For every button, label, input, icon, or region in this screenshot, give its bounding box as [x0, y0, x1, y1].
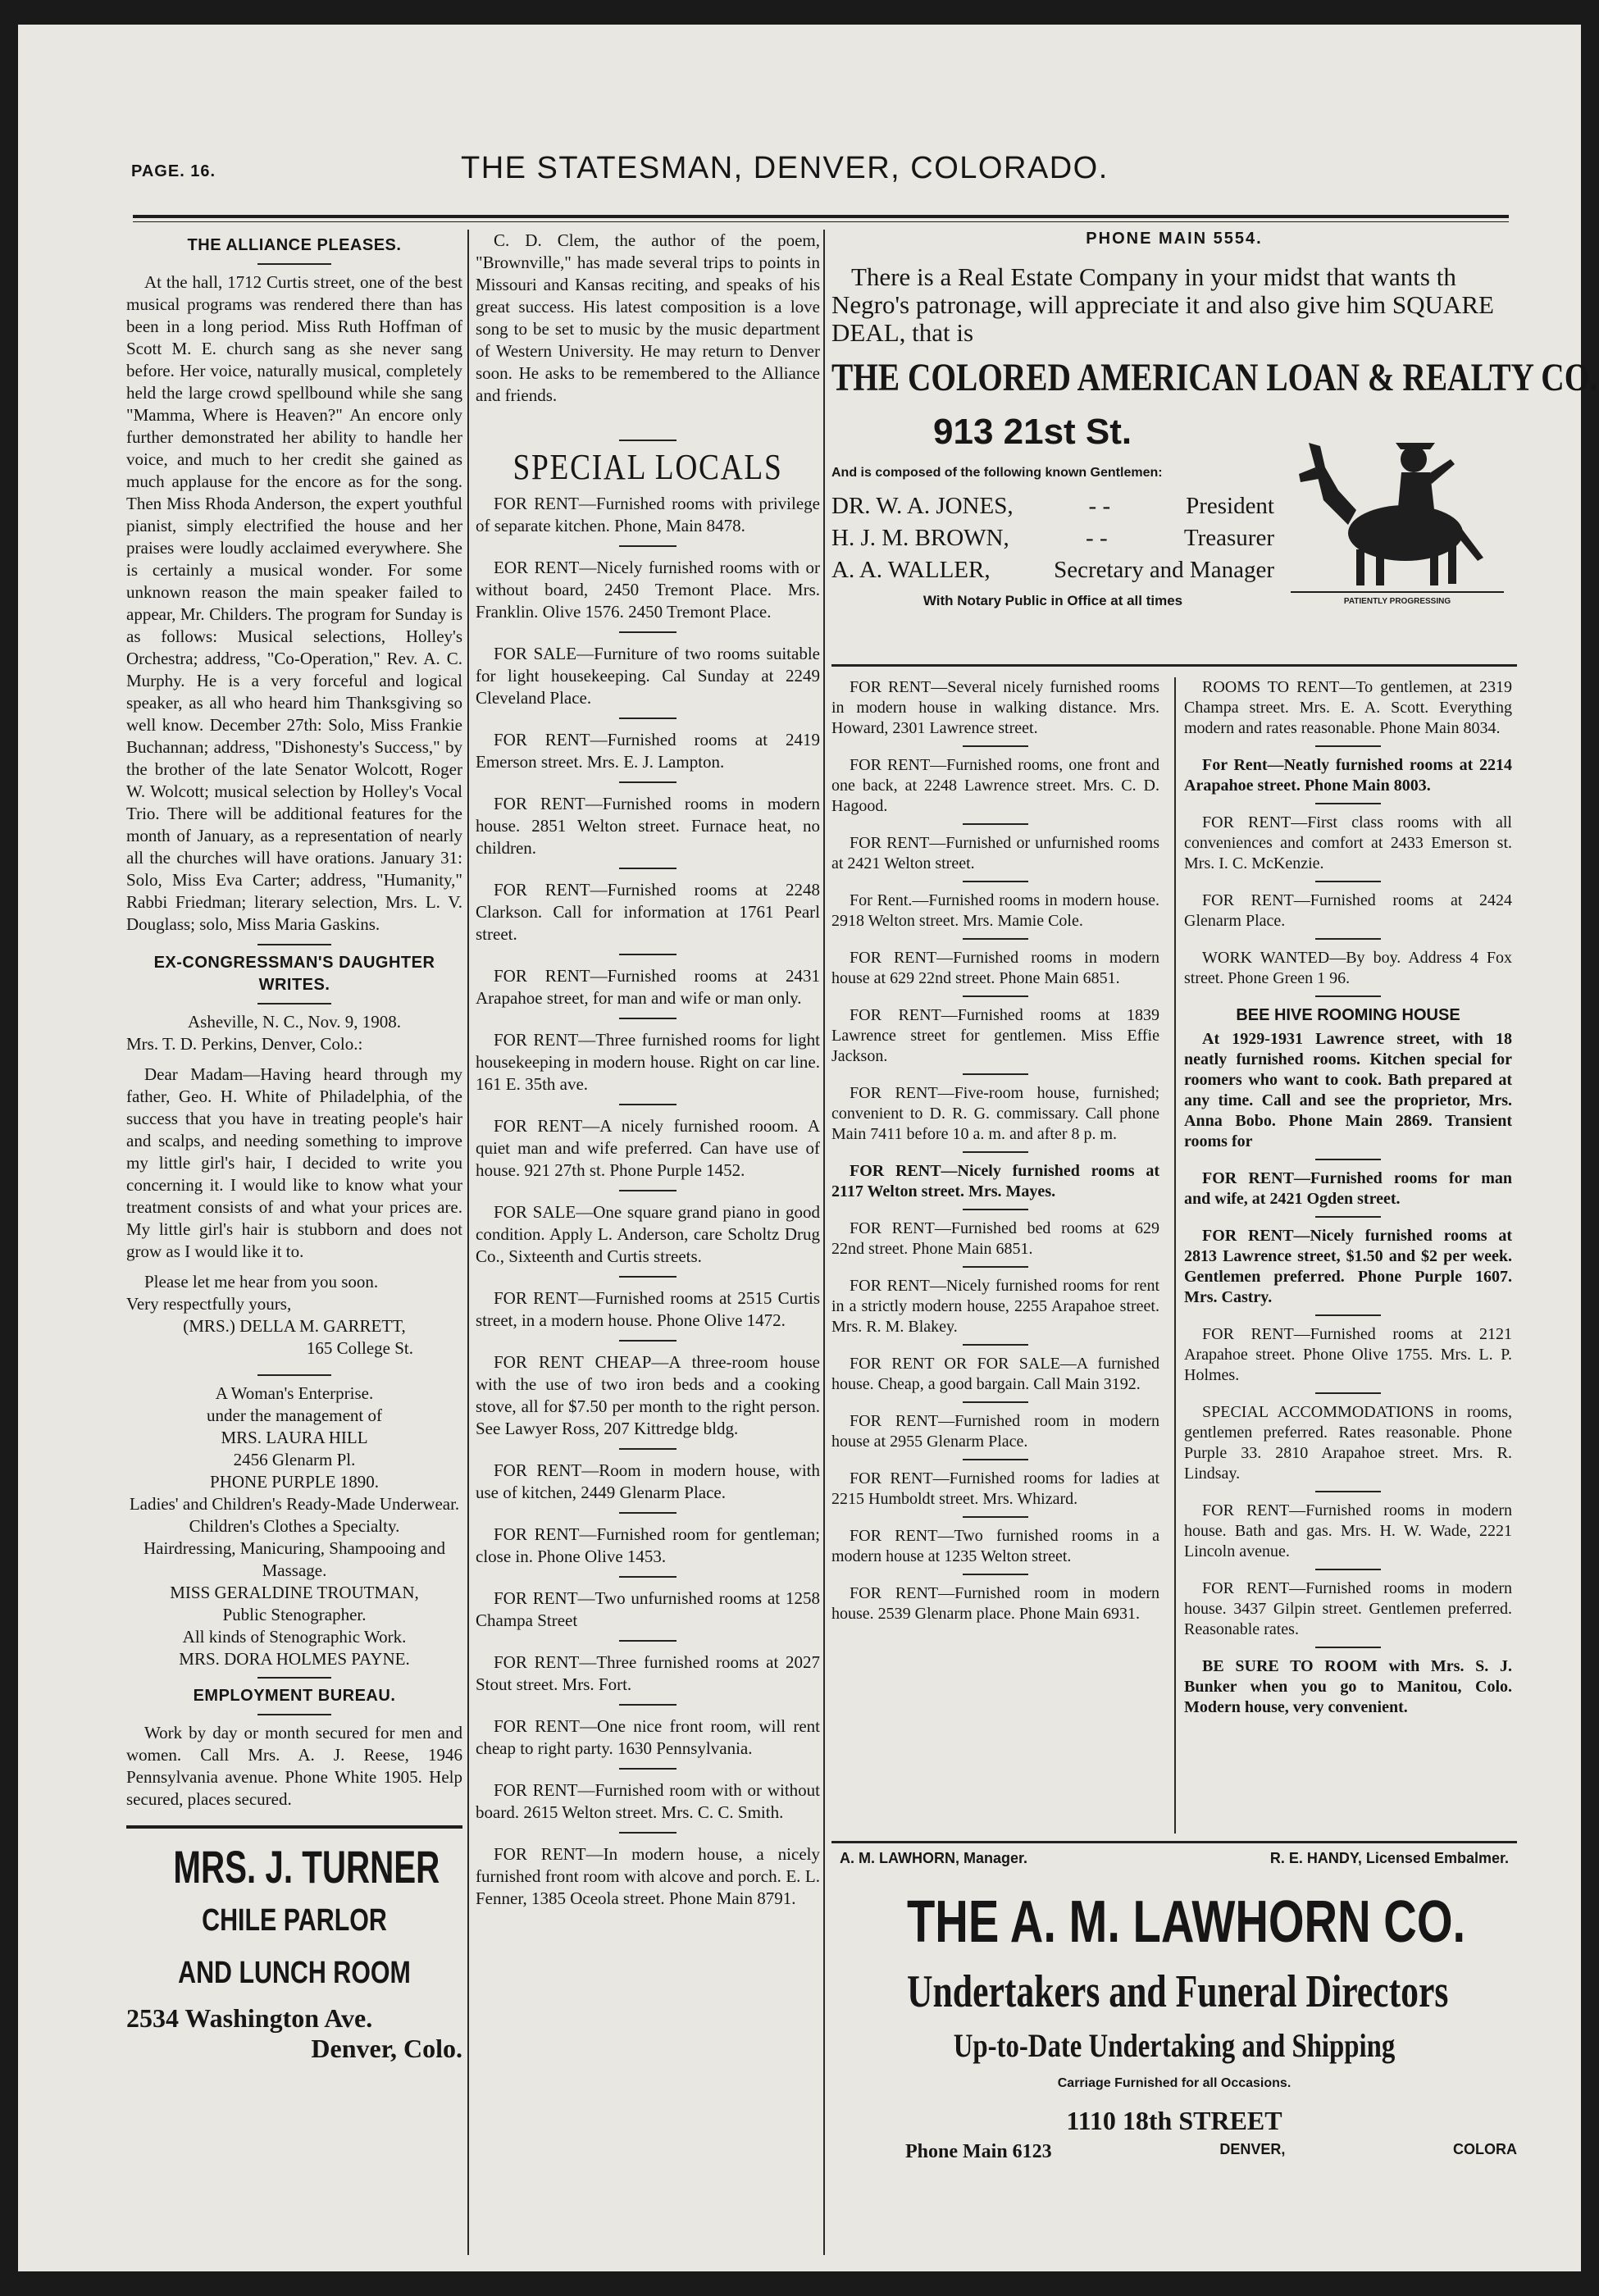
enterprise-line: All kinds of Stenographic Work. [182, 1627, 407, 1647]
rent-ad: FOR RENT—Furnished bed rooms at 629 22nd street. Phone Main 6851. [831, 1219, 1159, 1258]
divider [619, 1832, 676, 1834]
rent-ad: FOR RENT—Furnished rooms in modern house. 3437 Gilpin street. Gentlemen preferred. Reasonable rates. [1184, 1579, 1512, 1638]
divider [963, 1574, 1028, 1575]
divider [619, 1512, 676, 1514]
alliance-headline: THE ALLIANCE PLEASES. [187, 236, 402, 254]
rent-ad: FOR RENT—Nicely furnished rooms at 2117 Welton street. Mrs. Mayes. [831, 1162, 1159, 1200]
right-column-2 [1184, 677, 1512, 1723]
lawhorn-contact [831, 2141, 1517, 2163]
divider [257, 263, 331, 265]
officer-row [831, 490, 1274, 522]
rent-ad: FOR RENT—Several nicely furnished rooms in modern house in walking distance. Mrs. Howard, 2301 Lawrence street. [831, 678, 1159, 737]
divider [619, 954, 676, 955]
rent-ad: FOR RENT—Furnished rooms, one front and one back, at 2248 Lawrence street. Mrs. C. D. Hagood. [831, 756, 1159, 815]
rent-ad: FOR RENT—Furnished room in modern house at 2955 Glenarm Place. [831, 1412, 1159, 1451]
letter-date: Asheville, N. C., Nov. 9, 1908. [188, 1012, 401, 1032]
enterprise-line: MRS. LAURA HILL [221, 1428, 368, 1447]
letter-closing: Very respectfully yours, [126, 1294, 292, 1314]
divider [619, 1768, 676, 1770]
officer-dash: - - [1086, 525, 1108, 551]
cartoon-caption: PATIENTLY PROGRESSING [1343, 597, 1451, 606]
local-ad: FOR RENT—Furnished rooms with privilege of separate kitchen. Phone, Main 8478. [476, 494, 820, 535]
local-ad: FOR RENT—Furnished rooms at 2515 Curtis street, in a modern house. Phone Olive 1472. [476, 1288, 820, 1330]
rent-ad: FOR RENT—Furnished rooms at 2121 Arapahoe street. Phone Olive 1755. Mrs. L. P. Holmes. [1184, 1325, 1512, 1384]
officer-name: H. J. M. BROWN, [831, 525, 1009, 551]
lawhorn-company-name: THE A. M. LAWHORN CO. [906, 1889, 1466, 1955]
lawhorn-carriage: Carriage Furnished for all Occasions. [1057, 2076, 1292, 2090]
local-ad: FOR RENT—Furnished rooms in modern house. 2851 Welton street. Furnace heat, no children. [476, 794, 820, 858]
rent-ad: For Rent.—Furnished rooms in modern house. 2918 Welton street. Mrs. Mamie Cole. [831, 891, 1159, 930]
lawhorn-street: 1110 18th STREET [1066, 2106, 1282, 2135]
rent-ad: FOR RENT—First class rooms with all conveniences and comfort at 2433 Emerson st. Mrs. I. C. McKenzie. [1184, 813, 1512, 872]
divider [963, 995, 1028, 997]
divider [619, 1640, 676, 1642]
realty-address: 913 21st St. [933, 412, 1132, 452]
divider [619, 1276, 676, 1278]
local-ad: FOR RENT—Furnished rooms at 2248 Clarkson. Call for information at 1761 Pearl street. [476, 880, 820, 944]
enterprise-line: Hairdressing, Manicuring, Shampooing and Massage. [143, 1538, 446, 1580]
beehive-text: At 1929-1931 Lawrence street, with 18 neatly furnished rooms. Kitchen special for roomers who want to cook. Bath prepared at any time. Call and see the proprietor, Mrs. Anna Bobo. Phone Main 2869. Transient rooms for [1184, 1030, 1512, 1150]
masthead [18, 25, 1581, 213]
rent-ad: FOR RENT—Furnished rooms in modern house at 629 22nd street. Phone Main 6851. [831, 949, 1159, 987]
divider [963, 1266, 1028, 1268]
divider [1315, 995, 1381, 997]
rent-ad: FOR RENT—Furnished rooms for man and wife, at 2421 Ogden street. [1184, 1169, 1512, 1208]
employment-headline: EMPLOYMENT BUREAU. [193, 1687, 396, 1705]
rent-ad: FOR RENT OR FOR SALE—A furnished house. Cheap, a good bargain. Call Main 3192. [831, 1355, 1159, 1393]
lawhorn-manager: A. M. LAWHORN, Manager. [840, 1850, 1028, 1866]
rent-ad: ROOMS TO RENT—To gentlemen, at 2319 Champa street. Mrs. E. A. Scott. Everything modern and rates reasonable. Phone Main 8034. [1184, 678, 1512, 737]
divider [1315, 803, 1381, 804]
enterprise-line: 2456 Glenarm Pl. [233, 1450, 356, 1469]
divider [619, 868, 676, 869]
rent-ad: SPECIAL ACCOMMODATIONS in rooms, gentlemen preferred. Rates reasonable. Phone Purple 33. 2810 Arapahoe street. Mrs. R. Lindsay. [1184, 1403, 1512, 1483]
divider [619, 1704, 676, 1706]
column-2 [476, 230, 820, 2222]
divider [619, 781, 676, 783]
divider [619, 1190, 676, 1191]
turner-name: MRS. J. TURNER [173, 1841, 440, 1893]
divider [1315, 1314, 1381, 1316]
divider [963, 881, 1028, 882]
officer-row [831, 554, 1274, 586]
divider [1315, 745, 1381, 747]
divider [963, 1209, 1028, 1210]
local-ad: FOR RENT—Furnished room for gentleman; close in. Phone Olive 1453. [476, 1524, 820, 1566]
officer-row [831, 522, 1274, 554]
rent-ad: FOR RENT—Furnished rooms at 2424 Glenarm Place. [1184, 891, 1512, 930]
rent-ad: FOR RENT—Furnished rooms in modern house. Bath and gas. Mrs. H. W. Wade, 2221 Lincoln avenue. [1184, 1501, 1512, 1560]
enterprise-line: A Woman's Enterprise. [215, 1383, 374, 1403]
rent-ad: FOR RENT—Furnished rooms at 1839 Lawrence street for gentlemen. Miss Effie Jackson. [831, 1006, 1159, 1065]
officer-name: A. A. WALLER, [831, 557, 991, 583]
page-number: PAGE. 16. [131, 162, 216, 180]
divider [963, 1459, 1028, 1460]
realty-bottom-rule [831, 664, 1517, 667]
newspaper-title: THE STATESMAN, DENVER, COLORADO. [461, 151, 1109, 185]
donkey-rider-cartoon [1291, 410, 1504, 607]
local-ad: FOR RENT—Three furnished rooms for light housekeeping in modern house. Right on car line. 161 E. 35th ave. [476, 1030, 820, 1094]
local-ad: FOR RENT—Room in modern house, with use of kitchen, 2449 Glenarm Place. [476, 1460, 820, 1502]
masthead-rule-thin [133, 221, 1509, 222]
lawhorn-embalmer: R. E. HANDY, Licensed Embalmer. [1269, 1850, 1509, 1866]
divider [257, 1714, 331, 1715]
clem-article: C. D. Clem, the author of the poem, "Brownville," has made several trips to points in Missouri and Kansas reciting, and speaks of his great success. His latest composition is a love song to be set to music by the music department of Western University. He may return to Denver soon. He asks to be remembered to the Alliance and friends. [476, 230, 820, 405]
column-divider [823, 230, 825, 2255]
officer-name: DR. W. A. JONES, [831, 493, 1014, 519]
masthead-rule [133, 215, 1509, 218]
rent-ad: WORK WANTED—By boy. Address 4 Fox street. Phone Green 1 96. [1184, 949, 1512, 987]
letter-address: 165 College St. [306, 1338, 413, 1358]
local-ad: FOR RENT—Furnished rooms at 2431 Arapahoe street, for man and wife or man only. [476, 966, 820, 1008]
local-ad: FOR SALE—Furniture of two rooms suitable for light housekeeping. Cal Sunday at 2249 Cleveland Place. [476, 644, 820, 708]
officer-role: President [1186, 493, 1274, 519]
divider [257, 1003, 331, 1004]
lawhorn-city: DENVER, [1219, 2141, 1286, 2157]
divider [257, 1374, 331, 1376]
divider [257, 944, 331, 945]
right-section [831, 230, 1598, 2162]
rent-ad: FOR RENT—Furnished or unfurnished rooms at 2421 Welton street. [831, 834, 1159, 872]
divider [963, 1401, 1028, 1403]
rent-ad: FOR RENT—Five-room house, furnished; convenient to D. R. G. commissary. Call phone Main 7411 before 10 a. m. and after 8 p. m. [831, 1084, 1159, 1143]
turner-line-2: AND LUNCH ROOM [178, 1956, 411, 1990]
officer-list [831, 490, 1274, 586]
rent-ad: For Rent—Neatly furnished rooms at 2214 Arapahoe street. Phone Main 8003. [1184, 756, 1512, 795]
divider [619, 1104, 676, 1105]
divider [619, 1340, 676, 1342]
lawhorn-tagline: Up-to-Date Undertaking and Shipping [953, 2027, 1396, 2064]
divider [619, 440, 676, 441]
divider [1315, 1392, 1381, 1394]
turner-line-1: CHILE PARLOR [202, 1903, 387, 1938]
realty-phone: PHONE MAIN 5554. [1086, 230, 1263, 248]
divider [963, 1073, 1028, 1075]
local-ad: FOR RENT—Furnished room with or without board. 2615 Welton street. Mrs. C. C. Smith. [476, 1780, 820, 1822]
lawhorn-staff [831, 1850, 1517, 1867]
letter-request: Please let me hear from you soon. [144, 1272, 379, 1292]
local-ad: EOR RENT—Nicely furnished rooms with or without board, 2450 Tremont Place. Mrs. Franklin. Olive 1576. 2450 Tremont Place. [476, 558, 820, 622]
local-ad: FOR RENT—In modern house, a nicely furnished front room with alcove and porch. E. L. Fenner, 1385 Oceola street. Phone Main 8791. [476, 1844, 820, 1908]
rent-ad: FOR RENT—Nicely furnished rooms at 2813 Lawrence street, $1.50 and $2 per week. Gentlemen preferred. Phone Purple 1607. Mrs. Castry. [1184, 1227, 1512, 1306]
divider [619, 1448, 676, 1450]
column-divider [1174, 677, 1176, 1834]
congress-headline: EX-CONGRESSMAN'S DAUGHTER WRITES. [153, 954, 435, 994]
rent-ad: FOR RENT—Furnished rooms for ladies at 2215 Humboldt street. Mrs. Whizard. [831, 1469, 1159, 1508]
realty-intro: There is a Real Estate Company in your midst that wants th Negro's patronage, will appreciate it and also give him SQUARE DEAL, that is [831, 262, 1494, 347]
enterprise-line: Children's Clothes a Specialty. [189, 1516, 400, 1536]
employment-article: Work by day or month secured for men and women. Call Mrs. A. J. Reese, 1946 Pennsylvania avenue. Phone White 1905. Help secured, places secured. [126, 1723, 462, 1809]
lawhorn-ad [831, 1841, 1517, 2163]
divider [963, 1344, 1028, 1346]
lawhorn-subtitle: Undertakers and Funeral Directors [906, 1966, 1449, 2017]
divider [1315, 881, 1381, 882]
enterprise-ad [126, 1383, 462, 1670]
local-ad: FOR SALE—One square grand piano in good condition. Apply L. Anderson, care Scholtz Drug Co., Sixteenth and Curtis streets. [476, 1202, 820, 1266]
divider [963, 1151, 1028, 1153]
turner-ad [126, 1825, 462, 2063]
officer-dash: - - [1088, 493, 1111, 519]
realty-notary: With Notary Public in Office at all times [922, 593, 1183, 608]
divider [963, 745, 1028, 747]
divider [963, 823, 1028, 825]
divider [1315, 1216, 1381, 1218]
divider [1315, 1569, 1381, 1570]
special-locals-headline: SPECIAL LOCALS [512, 447, 783, 487]
beehive-headline: BEE HIVE ROOMING HOUSE [1236, 1006, 1460, 1024]
divider [963, 1516, 1028, 1518]
local-ad: FOR RENT CHEAP—A three-room house with the use of two iron beds and a cooking stove, all for $7.50 per month to the right person. See Lawyer Ross, 207 Kittredge bldg. [476, 1352, 820, 1438]
divider [963, 938, 1028, 940]
letter-body: Dear Madam—Having heard through my father, Geo. H. White of Philadelphia, of the success that you have in treating people's hair and scalps, and needing something to improve my little girl's hair, I decided to write you concerning it. I would like to know what your treatment consists of and what your prices are. My little girl's hair is stubborn and does not grow as I would like it to. [126, 1064, 462, 1261]
rent-ad: FOR RENT—Two furnished rooms in a modern house at 1235 Welton street. [831, 1527, 1159, 1565]
divider [619, 1018, 676, 1019]
enterprise-line: Public Stenographer. [222, 1605, 367, 1624]
local-ad: FOR RENT—Three furnished rooms at 2027 Stout street. Mrs. Fort. [476, 1652, 820, 1694]
newspaper-page [18, 25, 1598, 2271]
divider [257, 1677, 331, 1679]
divider [619, 545, 676, 547]
officer-role: Treasurer [1183, 525, 1274, 551]
turner-address: 2534 Washington Ave. [126, 2003, 373, 2033]
rent-ad: FOR RENT—Nicely furnished rooms for rent in a strictly modern house, 2255 Arapahoe street. Mrs. R. M. Blakey. [831, 1277, 1159, 1336]
local-ad: FOR RENT—Furnished rooms at 2419 Emerson street. Mrs. E. J. Lampton. [476, 730, 820, 772]
column-1 [126, 230, 462, 2271]
divider [619, 1576, 676, 1578]
realty-company-name: THE COLORED AMERICAN LOAN & REALTY CO. [831, 356, 1598, 399]
column-divider [467, 230, 469, 2255]
alliance-article: At the hall, 1712 Curtis street, one of the best musical programs was rendered there than has been in a long period. Miss Ruth Hoffman of Scott M. E. church sang as she never sang before. Her voice, naturally musical, completely held the large crowd spellbound while she sang "Mamma, Where is Heaven?" An encore only further demonstrated her ability to handle her voice, and much to her credit she gained as much applause for the encore as for the song. Then Miss Rhoda Anderson, the expert youthful pianist, simply electrified the house and her praises were loudly acclaimed everywhere. She is certainly a musical wonder. For some unknown reason the main speaker failed to appear, Mr. Childers. The program for Sunday is as follows: Musical selections, Holley's Orchestra; address, "Co-Operation," Rev. A. C. Murphy. He is a very forceful and logical speaker, as all who heard him Thanksgiving so well know. December 27th: Solo, Miss Frankie Buchannan; address, "Dishonesty's Success," by the brother of the late Senator Wolcott, Roger W. Wolcott; musical selection by Holley's Vocal Trio. There will be additional features for the month of January, as a representation of nearly all the churches will have orations. January 31: Solo, Miss Eva Carter; address, "Humanity," Rabbi Friedman; literary selection, Mrs. L. V. Douglass; solo, Miss Maria Gaskins. [126, 272, 462, 934]
enterprise-line: Ladies' and Children's Ready-Made Underwear. [129, 1494, 460, 1514]
letter-addressee: Mrs. T. D. Perkins, Denver, Colo.: [126, 1034, 363, 1054]
divider [1315, 1159, 1381, 1160]
turner-city: Denver, Colo. [311, 2034, 462, 2063]
enterprise-line: MISS GERALDINE TROUTMAN, [170, 1583, 419, 1602]
local-ad: FOR RENT—One nice front room, will rent cheap to right party. 1630 Pennsylvania. [476, 1716, 820, 1758]
divider [619, 631, 676, 633]
realty-composed: And is composed of the following known Gentlemen: [831, 466, 1163, 480]
lawhorn-state: COLORA [1452, 2141, 1517, 2157]
local-ad: FOR RENT—Two unfurnished rooms at 1258 Champa Street [476, 1588, 820, 1630]
letter-signature: (MRS.) DELLA M. GARRETT, [183, 1316, 406, 1336]
divider [1315, 1491, 1381, 1492]
enterprise-line: MRS. DORA HOLMES PAYNE. [179, 1649, 410, 1669]
lawhorn-phone: Phone Main 6123 [905, 2141, 1052, 2162]
right-column-1 [831, 677, 1159, 1629]
officer-role: Secretary and Manager [1054, 557, 1274, 583]
divider [1315, 1647, 1381, 1648]
enterprise-line: PHONE PURPLE 1890. [210, 1472, 379, 1492]
divider [619, 718, 676, 719]
local-ad: FOR RENT—A nicely furnished rooom. A quiet man and wife preferred. Can have use of house. 921 27th st. Phone Purple 1452. [476, 1116, 820, 1180]
rent-ad: FOR RENT—Furnished room in modern house. 2539 Glenarm place. Phone Main 6931. [831, 1584, 1159, 1623]
rent-ad: BE SURE TO ROOM with Mrs. S. J. Bunker when you go to Manitou, Colo. Modern house, very convenient. [1184, 1657, 1512, 1716]
enterprise-line: under the management of [207, 1405, 382, 1425]
divider [1315, 938, 1381, 940]
